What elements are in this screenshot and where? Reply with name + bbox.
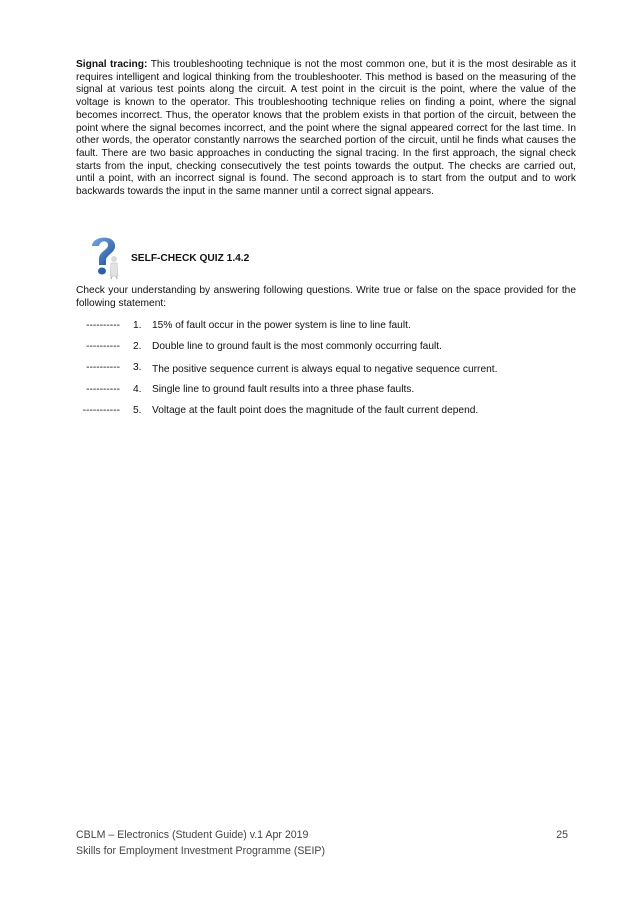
item-number: 3. [133,362,142,373]
answer-blank: ---------- [86,320,120,331]
item-text: Double line to ground fault is the most commonly occurring fault. [152,341,442,352]
item-text: The positive sequence current is always equal to negative sequence current. [152,364,498,375]
quiz-instructions: Check your understanding by answering following questions. Write true or false on the space provided for the following statement: [76,285,576,309]
item-number: 5. [133,405,142,416]
paragraph-heading: Signal tracing: [76,59,148,70]
item-text: 15% of fault occur in the power system is line to line fault. [152,320,411,331]
signal-tracing-paragraph [76,59,576,199]
paragraph-body: This troubleshooting technique is not the most common one, but it is the most desirable as it requires intelligent and logical thinking from the troubleshooter. This method is based on the measuring of the signal at various test points along the circuit. A test point in the circuit is the point, where the value of the voltage is known to the operator. This troubleshooting technique relies on finding a point, where the signal becomes incorrect. Thus, the operator knows that the problem exists in that portion of the circuit, between the point where the signal becomes incorrect, and the point where the signal appeared correct for the last time. In other words, the operator constantly narrows the searched portion of the circuit, until he finds what causes the fault. There are two basic approaches in conducting the signal tracing. In the first approach, the signal check starts from the input, checking consecutively the test points towards the output. The checks are carried out, until a point, with an incorrect signal is found. The second approach is to start from the output and to work backwards towards the input in the same manner until a correct signal appears. [76,59,576,198]
footer-line-1: CBLM – Electronics (Student Guide) v.1 Apr 2019 [76,829,309,841]
footer-line-2: Skills for Employment Investment Programme (SEIP) [76,845,326,857]
answer-blank: ---------- [86,384,120,395]
question-mark-figure-icon [84,232,124,280]
item-number: 1. [133,320,142,331]
page-number: 25 [556,829,568,841]
item-text: Single line to ground fault results into a three phase faults. [152,384,415,395]
item-number: 4. [133,384,142,395]
answer-blank: ----------- [82,405,120,416]
item-text: Voltage at the fault point does the magnitude of the fault current depend. [152,405,479,416]
answer-blank: ---------- [86,362,120,373]
quiz-title: SELF-CHECK QUIZ 1.4.2 [131,253,250,264]
answer-blank: ---------- [86,341,120,352]
item-number: 2. [133,341,142,352]
